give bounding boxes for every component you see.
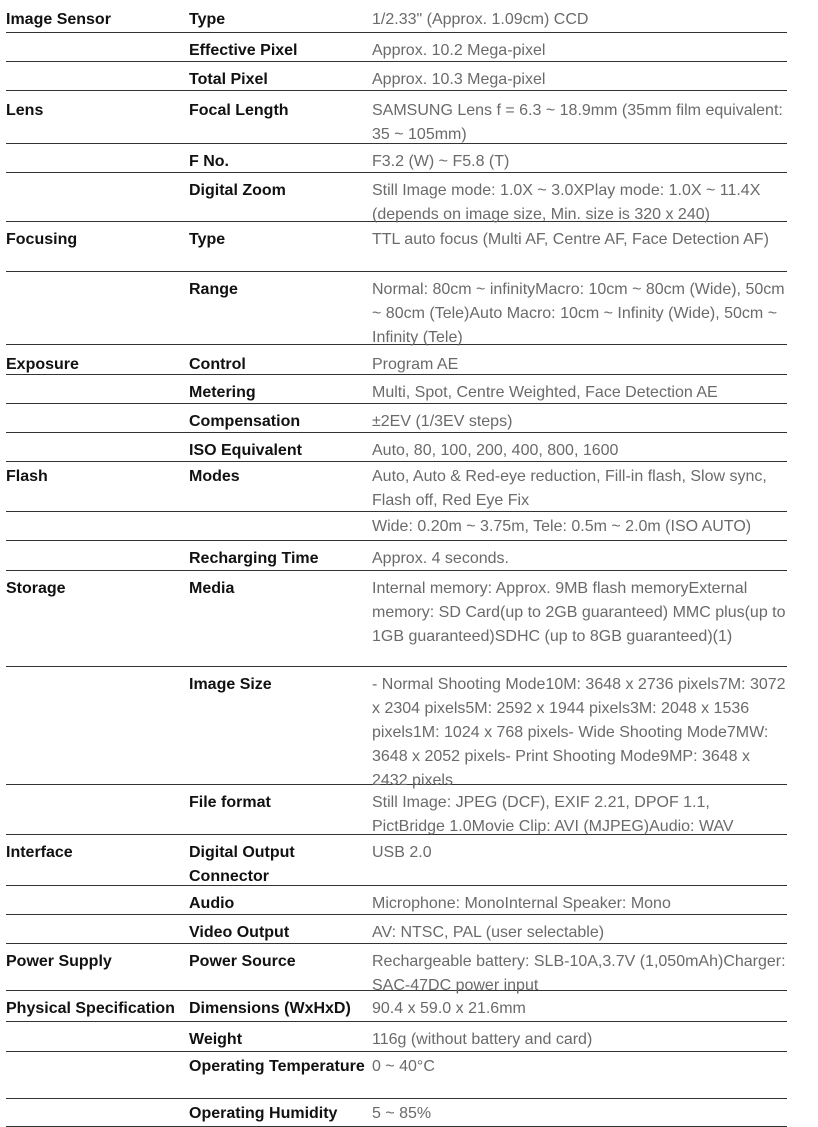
spec-value: Auto, 80, 100, 200, 400, 800, 1600 (372, 442, 619, 459)
spec-label: Type (189, 11, 226, 28)
table-row (6, 375, 787, 404)
table-row (6, 1099, 787, 1127)
spec-value: 0 ~ 40°C (372, 1058, 435, 1075)
table-row (6, 512, 787, 541)
spec-label: Type (189, 231, 226, 248)
spec-value: - Normal Shooting Mode10M: 3648 x 2736 pixels7M: 3072 x 2304 pixels5M: 2592 x 1944 pixels3M: 2048 x 1536 pixels1M: 1024 x 768 pixels- Wide Shooting Mode7MW: 3648 x 2052 pixels- Print Shooting Mode9MP: 3648 x 2432 pixels (372, 676, 786, 789)
table-row (6, 785, 787, 835)
table-row (6, 345, 787, 375)
spec-value: 5 ~ 85% (372, 1105, 432, 1122)
spec-label: ISO Equivalent (189, 442, 302, 459)
spec-value: 116g (without battery and card) (372, 1031, 593, 1048)
table-row (6, 173, 787, 222)
spec-label: Compensation (189, 413, 301, 430)
spec-label: File format (189, 794, 271, 811)
spec-label: Audio (189, 895, 235, 912)
spec-label: Effective Pixel (189, 42, 298, 59)
spec-label: Media (189, 580, 235, 597)
spec-value: Wide: 0.20m ~ 3.75m, Tele: 0.5m ~ 2.0m (ISO AUTO) (372, 518, 752, 535)
spec-value: F3.2 (W) ~ F5.8 (T) (372, 153, 510, 170)
spec-value: Microphone: MonoInternal Speaker: Mono (372, 895, 671, 912)
table-row (6, 0, 787, 33)
spec-value: Normal: 80cm ~ infinityMacro: 10cm ~ 80cm (Wide), 50cm ~ 80cm (Tele)Auto Macro: 10cm ~ Infinity (Wide), 50cm ~ Infinity (Tele) (372, 281, 785, 346)
category-label: Lens (6, 102, 44, 119)
spec-value: 1/2.33" (Approx. 1.09cm) CCD (372, 11, 589, 28)
spec-value: AV: NTSC, PAL (user selectable) (372, 924, 605, 941)
table-row (6, 91, 787, 144)
table-row (6, 915, 787, 944)
table-row (6, 272, 787, 345)
spec-label: Dimensions (WxHxD) (189, 1000, 351, 1017)
table-row (6, 541, 787, 571)
table-row (6, 571, 787, 667)
spec-label: F No. (189, 153, 229, 170)
category-label: Physical Specification (6, 1000, 175, 1017)
spec-value: ±2EV (1/3EV steps) (372, 413, 513, 430)
spec-label: Image Size (189, 676, 272, 693)
spec-value: Approx. 10.3 Mega-pixel (372, 71, 546, 88)
spec-value: USB 2.0 (372, 844, 432, 861)
table-row (6, 835, 787, 886)
table-row (6, 62, 787, 91)
spec-label: Focal Length (189, 102, 289, 119)
table-row (6, 886, 787, 915)
spec-value: Approx. 10.2 Mega-pixel (372, 42, 546, 59)
spec-label: Operating Temperature (189, 1058, 365, 1075)
spec-value: 90.4 x 59.0 x 21.6mm (372, 1000, 526, 1017)
spec-value: Still Image mode: 1.0X ~ 3.0XPlay mode: 1.0X ~ 11.4X (depends on image size, Min. size is 320 x 240) (372, 182, 761, 223)
table-row (6, 991, 787, 1022)
spec-value: TTL auto focus (Multi AF, Centre AF, Face Detection AF) (372, 231, 769, 248)
spec-label: Metering (189, 384, 256, 401)
category-label: Flash (6, 468, 48, 485)
spec-label: Control (189, 356, 246, 373)
table-row (6, 33, 787, 62)
category-label: Storage (6, 580, 66, 597)
spec-label: Power Source (189, 953, 296, 970)
spec-value: Approx. 4 seconds. (372, 550, 509, 567)
table-row (6, 1052, 787, 1099)
spec-table (6, 0, 787, 1127)
category-label: Image Sensor (6, 11, 111, 28)
table-row (6, 462, 787, 512)
spec-label: Operating Humidity (189, 1105, 338, 1122)
spec-label: Weight (189, 1031, 243, 1048)
spec-value: Still Image: JPEG (DCF), EXIF 2.21, DPOF 1.1, PictBridge 1.0Movie Clip: AVI (MJPEG)Audio: WAV (372, 794, 734, 835)
spec-value: SAMSUNG Lens f = 6.3 ~ 18.9mm (35mm film equivalent: 35 ~ 105mm) (372, 102, 783, 143)
spec-label: Digital Output Connector (189, 844, 295, 885)
spec-label: Video Output (189, 924, 290, 941)
spec-value: Rechargeable battery: SLB-10A,3.7V (1,050mAh)Charger: SAC-47DC power input (372, 953, 786, 994)
table-row (6, 667, 787, 789)
spec-label: Modes (189, 468, 240, 485)
table-row (6, 222, 787, 272)
table-row (6, 433, 787, 462)
spec-label: Digital Zoom (189, 182, 286, 199)
spec-label: Total Pixel (189, 71, 268, 88)
table-row (6, 944, 787, 994)
spec-value: Auto, Auto & Red-eye reduction, Fill-in flash, Slow sync, Flash off, Red Eye Fix (372, 468, 767, 509)
category-label: Exposure (6, 356, 79, 373)
spec-value: Multi, Spot, Centre Weighted, Face Detection AE (372, 384, 718, 401)
table-row (6, 1022, 787, 1052)
spec-value: Internal memory: Approx. 9MB flash memoryExternal memory: SD Card(up to 2GB guaranteed) MMC plus(up to 1GB guaranteed)SDHC (up to 8GB guaranteed)(1) (372, 580, 786, 645)
category-label: Interface (6, 844, 73, 861)
spec-label: Recharging Time (189, 550, 319, 567)
category-label: Power Supply (6, 953, 112, 970)
table-row (6, 144, 787, 173)
category-label: Focusing (6, 231, 78, 248)
table-row (6, 404, 787, 433)
spec-label: Range (189, 281, 238, 298)
spec-value: Program AE (372, 356, 459, 373)
